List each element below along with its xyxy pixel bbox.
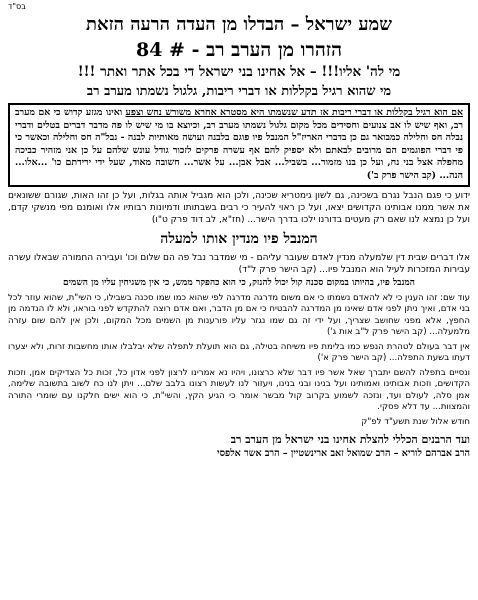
bold-statement: המנבל פיו, בהיותו במקום סכנה קול יכול להנזק, כי הוא כהפקר ממש, כי אין משגיחין עליו מן השמים [63, 277, 415, 288]
paragraph-1: ידוע כי פגם הנבל נגרם בשכינה, גם לשון גימטריא שכינה, ולכן הוא מגביל אותה בגלות, ועל כן זהו האות, שגורם ששונאים את אשר ממנו אבותינו הקדושים יצאו, ועל כן ראוי להעיר כי רבים בשבתותו ודמיונות רבותיו אלו ואומנם מפי מנשקי קדם, ועל כן נמצא לנו שאם רק מעטים בדורנו ילכו בדרך הישר... (חז"א, לב דוד פרק ט"ו) [8, 190, 470, 225]
signature-committee: ועד הרבנים הכללי להצלת אחינו בני ישראל מן הערב רב [230, 432, 470, 446]
paragraph-4: אין דבר בעולם לטהרת הנפש כמו בלימת פיו משיחה בטילה, גם הוא תועלת לתפלה שלא יבלבלו אותו מחשבות זרות, ולא יצערו דעתו בשעת התפלה... (קב הישר פרק א') [8, 341, 470, 364]
signature-rabbis: הרב אברהם לוריא – הרב שמואל זאב ארינשטיין – הרב אשר אלפסי [217, 447, 470, 459]
paragraph-3: עוד שם: זהו הענין כי לא להאדם נשמתו כי אם משום מדרגה מדרגה לפי שהוא כמו שמו סכנה בשבילו, כי השי"ת, שהוא עוזר לכל בני אדם, ואיך ניתן לפני אדם שאינו מן המדרגה להבטיח כי אם מן הדבר, ואם אדם רוצה להתקדש לפני בוראו, ולא לו הנדמה מן החפץ, אלא מפני שחושב שצריך, ועל ידי זה גם שמו נגזר עליו פורענות מן השמים מכל המקום, ולכן אין להם שום עזרה מלמעלה... (קב הישר פרק ל"ב אות ג') [8, 292, 470, 338]
paragraph-5: ונסיים בתפלה להשם יתברך שאל אשר פיו דבר שלא כרצונו, ויהיו נא אמרינו לרצון לפני אדון כל, זכות כל הצדיקים אמן, וזכות הקדושים, וזכות אבותינו ואמותינו ועל בנינו ובני בנינו, ויעזור לנו לעשות רצונו בלבב שלם... ויתן לנו כח לשוב בתשובה שלימה, אמן סלה, לעולם ועד, ונזכה לשמוע בקרוב קול מבשר אומר כי הגיע הקץ, והשי"ת, כי הוא ישים חלקנו עם שומרי התורה והמצוות... עד דלא פסקי. [8, 367, 470, 413]
title-line-4: מי שהוא רגיל בקללות או דברי ריבות, גלגול נשמתו מערב רב [86, 84, 392, 99]
boxed-quote-underlined: אם הוא רגיל בקללות או דברי ריבות אז תדע שנשמתו היא מסטרא אחרא משורש נחש וצפע [125, 107, 464, 118]
subheading-1: המנבל פיו מנדין אותו למעלה [160, 230, 318, 247]
bsd-mark: בס"ד [8, 2, 26, 11]
paragraph-2: אלו דברים שבית דין שלמעלה מנדין לאדם שעובר עליהם - מי שמדבר נבל פה הם שלום וכו' ועבירה החמורה שבאלו עשרה עבירות המזכרות לעיל הוא המנבל פיו... (קב הישר פרק ל"ד) [8, 252, 470, 275]
boxed-quote-rest: ואינו מגזע קדוש כי אם מערב רב, ואף שיש לו אב צנועים וחסידים מכל מקום גלגול נשמתו מערב רב, וכיוצא בו מי שיש לו פה מדבר דברים בטלים ודברי נבלה חס וחלילה כמבואר גם כן בדברי האריז"ל המנבל פיו פוגם בלבנה ועושה מאותיות לבנה - נבל"ה חס וחלילה וכאשר כי פי דברי הפוגמים הם מרובים לבאתם ולא יספיק להם אף עשרה פרקים לזכור גודל עונש שלהם על כן אני מזהיר כביכה מחפלה אצל בני נח, ועל כן בנו מזמור... בשביל... אבל אבן... על אשר... חשובה מאוד, שעל ידי ירידתם כו' ...אלו... הנה... (קב הישר פרק ב') [15, 107, 463, 181]
title-line-2: הזהרו מן הערב רב - # 84 [135, 39, 343, 61]
title-line-1: שמע ישראל – הבדלו מן העדה הרעה הזאת [86, 14, 392, 35]
date-line: חודש אלול שנת תשע"ד לפ"ק [361, 416, 470, 427]
boxed-quote [8, 103, 470, 187]
title-line-3: מי לה' אליו!!! – אל אחינו בני ישראל די בכל אתר ואתר !!! [77, 64, 401, 80]
